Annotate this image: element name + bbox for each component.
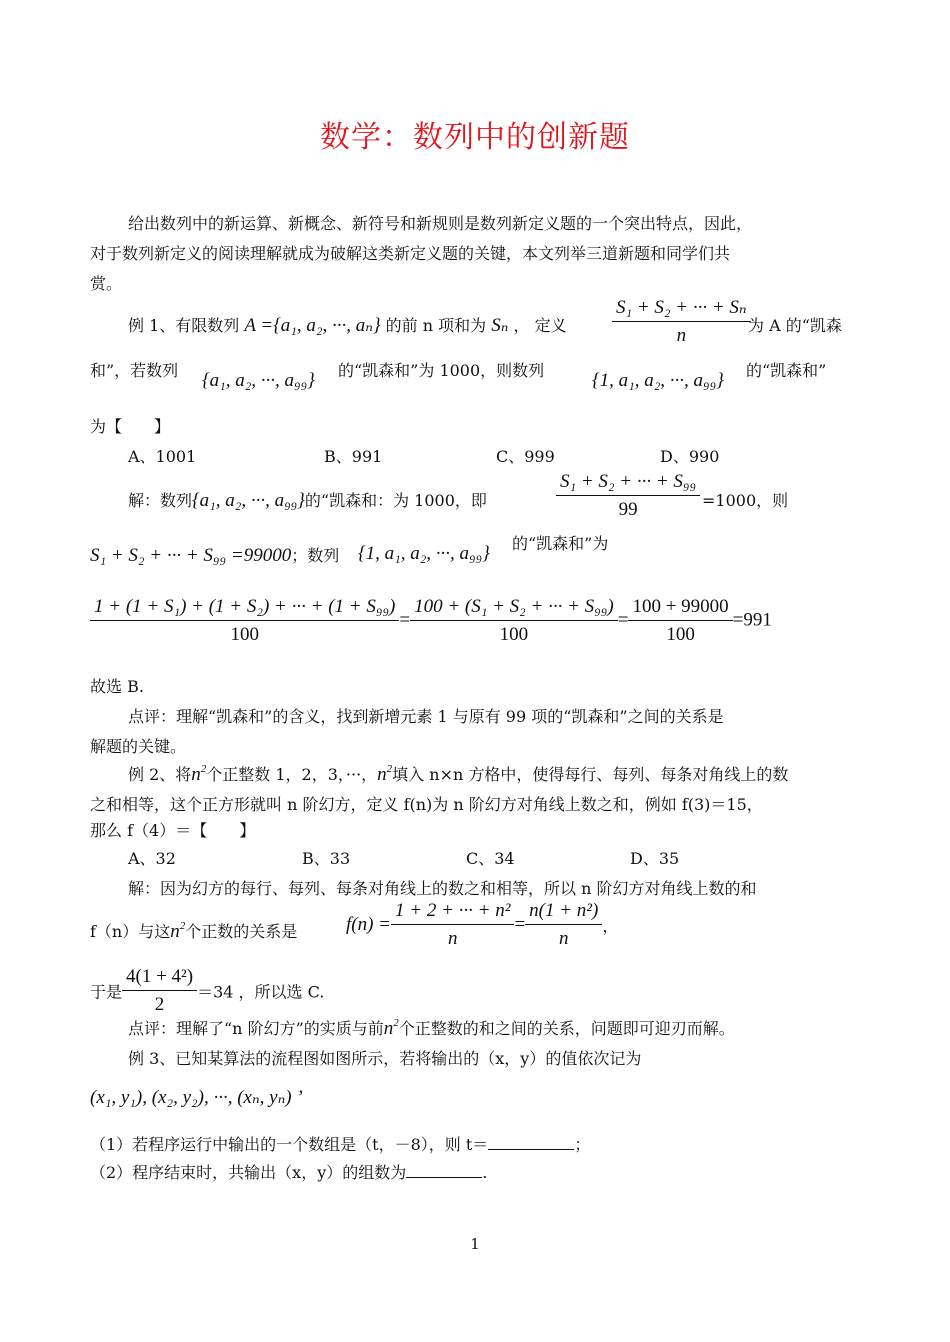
ex2-comment-b: 个正整数的和之间的关系，问题即可迎刃而解。	[398, 1019, 735, 1038]
ex1-sol-mid: 的“凯森和：为 1000，即	[304, 491, 487, 510]
ex1-option-b: B、991	[324, 447, 383, 466]
ex2-f2-den: n	[558, 928, 569, 949]
big-result: =991	[732, 609, 772, 631]
ex2-f2-num: n(1 + n²)	[525, 900, 602, 925]
ex2-sol-line-1: 解：因为幻方的每行、每列、每条对角线上的数之和相等，所以 n 阶幻方对角线上数的和	[128, 879, 757, 898]
ex2-f1-num: 1 + 2 + ··· + n²	[391, 900, 514, 925]
ex1-sol-seq: {a₁, a₂, ···, a₉₉}	[192, 490, 305, 511]
ex1-set-a: A ={a₁, a₂, ···, aₙ}	[244, 315, 381, 336]
ex1-line-2b: 的“凯森和”为 1000，则数列	[338, 361, 545, 380]
ex1-sol-line-2c: 的“凯森和”为	[512, 534, 609, 553]
ex1-option-d: D、990	[660, 447, 720, 466]
ex1-tail-1: 为 A 的“凯森	[748, 316, 842, 335]
ex1-conclude: 故选 B.	[90, 677, 144, 696]
ex1-comment-1: 点评：理解“凯森和”的含义，找到新增元素 1 与原有 99 项的“凯森和”之间的关系是	[128, 707, 724, 726]
ex2-sol-a: f（n）与这	[90, 922, 171, 941]
big-frac1-den: 100	[230, 624, 259, 645]
ex1-sol-line-2	[90, 543, 339, 567]
ex3-q1-answer-blank[interactable]	[488, 1149, 574, 1150]
ex2-line-1: 例 2、将$n^2$个正整数 1，2，3，···，$n^2$填入 n×n 方格中，使得每行、每列、每条对角线上的数	[128, 763, 789, 785]
ex2-fn-equation: f(n) = $\frac{\text{1 + 2 + ··· + n²}}{n}$ = $\frac{\text{n(1 + n²)}}{n}$ ，	[346, 900, 619, 949]
ex2-option-d: D、35	[630, 849, 680, 868]
ex2-option-b: B、33	[302, 849, 351, 868]
ex1-sol-seq-label: ；数列	[291, 546, 340, 565]
ex1-big-equation: $\frac{\text{1 + (1 + S₁) + (1 + S₂) + ··· + (1 + S₉₉)}}{100}$ = $\frac{\text{100 + (S₁ + S₂ + ··· + S₉₉)}}{100}$ = $\frac{100 + 99000}{100}$ =991	[90, 596, 772, 646]
ex3-question-1	[90, 1132, 590, 1155]
ex2-sol3-b: ＝34 ，所以选 C.	[197, 982, 325, 1002]
ex1-line-1	[128, 313, 567, 337]
ex2-comment: 点评：理解了“n 阶幻方”的实质与前$n^2$个正整数的和之间的关系，问题即可迎刃而解。	[128, 1017, 735, 1039]
ex1-sol-sum: S₁ + S₂ + ··· + S₉₉ =99000	[90, 545, 292, 566]
ex1-sol-frac-den: 99	[618, 499, 638, 520]
ex3-q1-end: ；	[574, 1135, 591, 1154]
ex3-q2-answer-blank[interactable]	[406, 1177, 482, 1178]
ex1-seq1: {a₁, a₂, ···, a₉₉}	[202, 370, 315, 391]
ex1-seq2: {1, a₁, a₂, ···, a₉₉}	[592, 370, 724, 391]
ex1-option-a: A、1001	[128, 447, 197, 466]
ex2-option-c: C、34	[466, 849, 515, 868]
ex1-frac-den: n	[676, 325, 687, 346]
ex1-line-2c: 的“凯森和”	[746, 361, 827, 380]
ex1-line-3: 为【 】	[90, 417, 171, 436]
ex2-comment-a: 点评：理解了“n 阶幻方”的实质与前	[128, 1019, 384, 1038]
ex1-line-2a: 和”，若数列	[90, 361, 179, 380]
ex1-sol-frac-num: S₁ + S₂ + ··· + S₉₉	[556, 471, 700, 496]
ex1-sol-fraction	[556, 471, 700, 521]
ex1-mid: 的前 n 项和为	[385, 316, 487, 335]
ex3-q2-end: .	[482, 1163, 488, 1182]
ex2-lead: 例 2、将	[128, 765, 192, 784]
page-number: 1	[470, 1235, 480, 1253]
ex1-comment-2: 解题的关键。	[90, 737, 187, 756]
ex2-f3-num: 4(1 + 4²)	[122, 966, 197, 991]
page-title: 数学：数列中的创新题	[320, 120, 630, 155]
ex3-question-2	[90, 1160, 487, 1183]
ex2-sol-c: ，	[602, 916, 619, 936]
big-frac2-den: 100	[499, 624, 529, 645]
ex1-sn: Sₙ	[491, 315, 509, 336]
ex1-option-c: C、999	[496, 447, 555, 466]
ex3-q2-text: （2）程序结束时，共输出（x，y）的组数为	[90, 1163, 407, 1182]
intro-line-1: 给出数列中的新运算、新概念、新符号和新规则是数列新定义题的一个突出特点，因此，	[128, 214, 753, 233]
ex1-def: ， 定义	[513, 316, 567, 335]
ex3-q1-text: （1）若程序运行中输出的一个数组是（t，－8），则 t＝	[90, 1135, 489, 1154]
ex1-sol-seq2: {1, a₁, a₂, ···, a₉₉}	[358, 543, 490, 564]
ex2-option-a: A、32	[128, 849, 176, 868]
ex2-sol-line-2: f（n）与这$n^2$个正数的关系是	[90, 920, 298, 942]
ex3-sequence: (x₁, y₁), (x₂, y₂), ···, (xₙ, yₙ) ’	[90, 1087, 303, 1108]
ex2-line-3: 那么 f（4）＝【 】	[90, 821, 256, 840]
ex2-f3-den: 2	[154, 994, 165, 1015]
intro-line-2: 对于数列新定义的阅读理解就成为破解这类新定义题的关键，本文列举三道新题和同学们共	[90, 244, 731, 263]
ex2-sol-line-3	[90, 966, 324, 1016]
ex1-sol-tail: =1000，则	[702, 491, 789, 510]
big-frac1-num: 1 + (1 + S₁) + (1 + S₂) + ··· + (1 + S₉₉)	[90, 596, 399, 621]
ex2-line-2: 之和相等，这个正方形就叫 n 阶幻方，定义 f(n)为 n 阶幻方对角线上数之和，例如 f(3)＝15，	[90, 795, 763, 814]
ex2-fn: f(n) =	[346, 914, 392, 935]
ex2-f1-den: n	[447, 928, 458, 949]
ex1-sol-lead: 解：数列	[128, 491, 193, 510]
ex1-kaisen-fraction	[612, 296, 751, 347]
ex1-lead: 例 1、有限数列	[128, 316, 240, 335]
big-frac3-den: 100	[666, 624, 695, 645]
ex1-sol-line-1	[128, 488, 487, 512]
ex1-frac-num: S₁ + S₂ + ··· + Sₙ	[612, 296, 751, 322]
ex2-sol-b: 个正数的关系是	[185, 922, 298, 941]
ex2-l1c: 填入 n×n 方格中，使得每行、每列、每条对角线上的数	[392, 765, 789, 784]
big-frac3-num: 100 + 99000	[628, 596, 732, 621]
intro-line-3: 赏。	[90, 274, 123, 293]
big-frac2-num: 100 + (S₁ + S₂ + ··· + S₉₉)	[410, 596, 618, 621]
ex2-sol3-a: 于是	[90, 982, 123, 1002]
ex2-l1b: 个正整数 1，2，3，···，	[206, 765, 378, 784]
ex3-line-1: 例 3、已知某算法的流程图如图所示，若将输出的（x，y）的值依次记为	[128, 1049, 642, 1068]
